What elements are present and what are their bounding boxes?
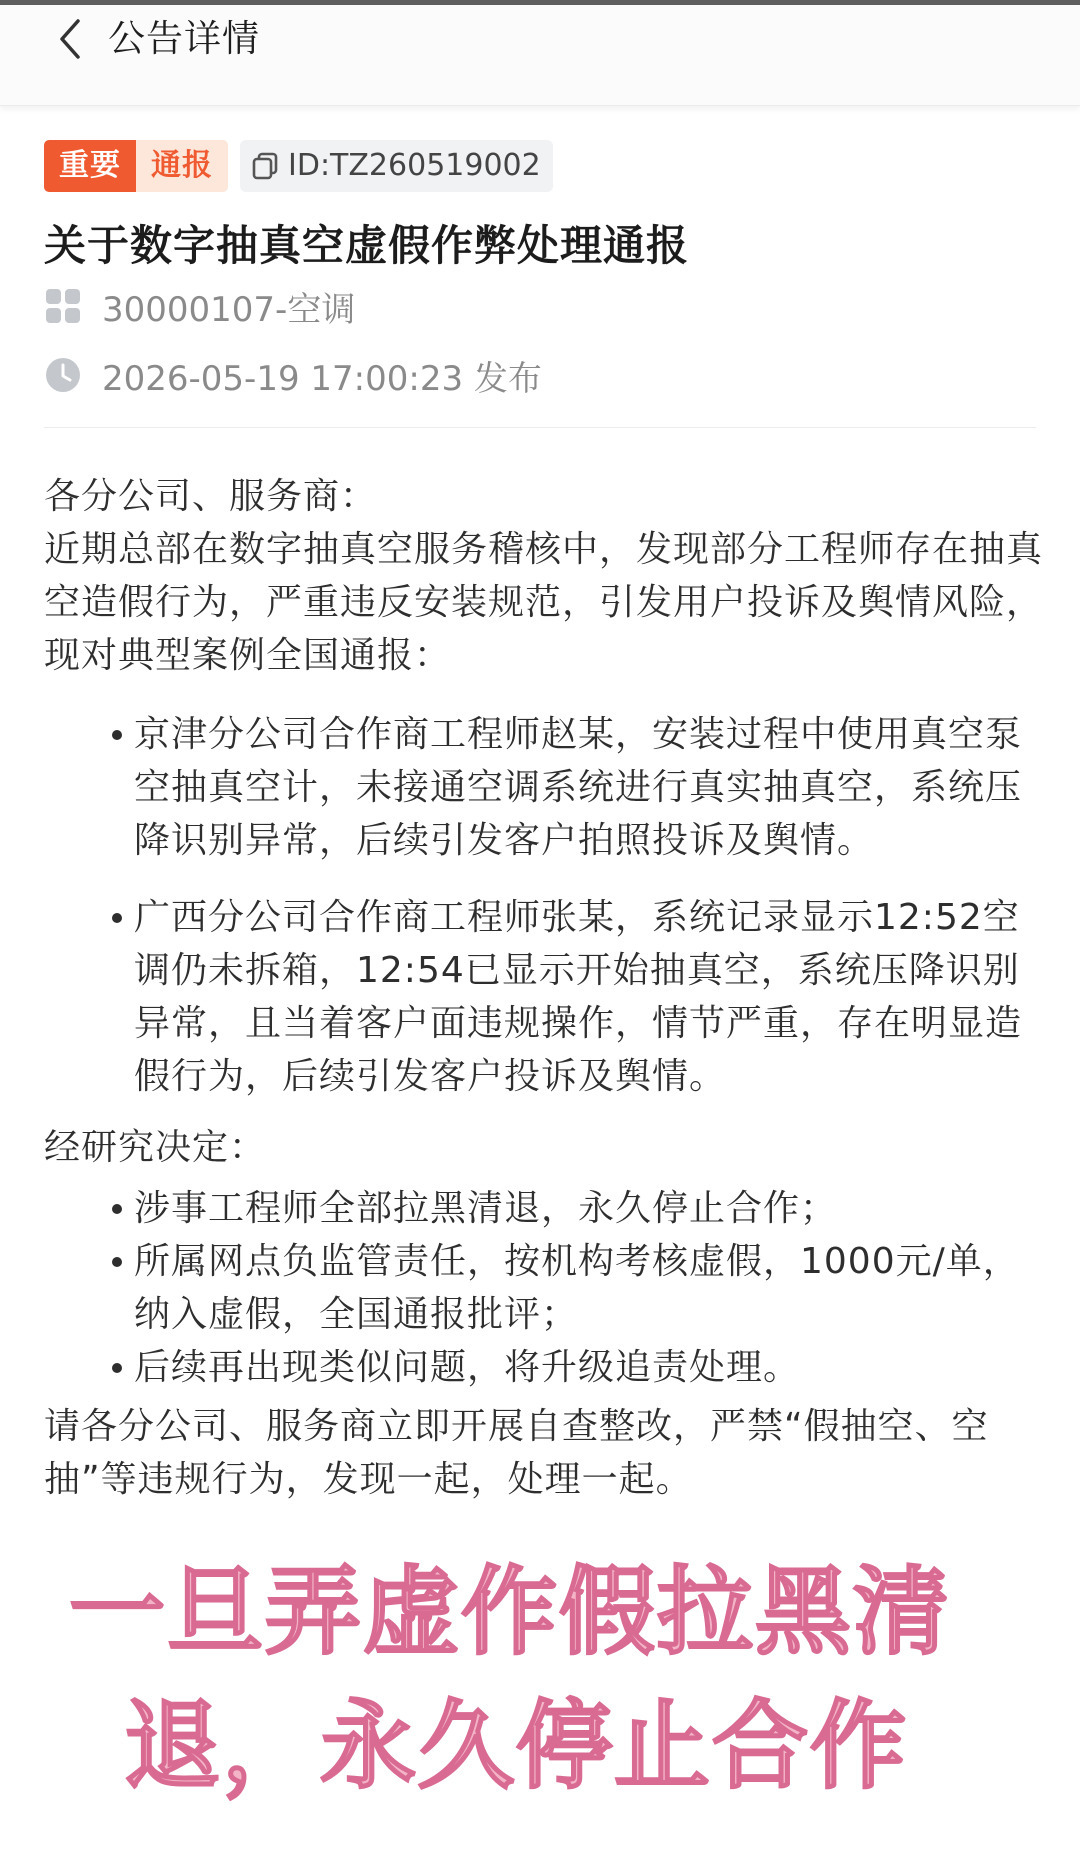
publish-time-row [44,353,542,397]
notice-body [44,470,1044,1506]
case-item: 京津分公司合作商工程师赵某，安装过程中使用真空泵空抽真空计，未接通空调系统进行真实抽真空，系统压降识别异常，后续引发客户拍照投诉及舆情。 [134,708,1044,867]
decision-item: 后续再出现类似问题，将升级追责处理。 [134,1341,1044,1394]
notice-title: 关于数字抽真空虚假作弊处理通报 [44,221,690,270]
overlay-caption-line-1: 一旦弄虚作假拉黑清 [69,1556,951,1668]
tag-row [44,140,553,192]
notice-id-text: ID:TZ260519002 [288,148,541,183]
case-item: 广西分公司合作商工程师张某，系统记录显示12:52空调仍未拆箱，12:54已显示开始抽真空，系统压降识别异常，且当着客户面违规操作，情节严重，存在明显造假行为，后续引发客户投诉及舆情。 [134,891,1044,1103]
category-row [44,284,355,328]
grid-icon [44,287,82,325]
category-text: 30000107-空调 [102,289,356,330]
important-badge: 重要 [44,140,136,192]
closing-paragraph: 请各分公司、服务商立即开展自查整改，严禁“假抽空、空抽”等违规行为，发现一起，处理一起。 [44,1406,989,1500]
decision-item: 所属网点负监管责任，按机构考核虚假，1000元/单，纳入虚假，全国通报批评； [134,1235,1044,1341]
overlay-caption-line-2: 退，永久停止合作 [124,1690,908,1802]
chevron-left-icon [50,13,90,65]
decision-item: 涉事工程师全部拉黑清退，永久停止合作； [134,1182,1044,1235]
publish-time-text: 2026-05-19 17:00:23 发布 [102,358,542,399]
notice-badge: 通报 [136,140,228,192]
decision-heading: 经研究决定： [44,1127,267,1168]
page-header-title: 公告详情 [108,17,260,60]
decision-list [44,1182,1044,1394]
copy-icon [250,151,280,181]
divider [44,427,1036,428]
intro-paragraph: 近期总部在数字抽真空服务稽核中，发现部分工程师存在抽真空造假行为，严重违反安装规范，引发用户投诉及舆情风险，现对典型案例全国通报： [44,529,1044,676]
case-list [44,708,1044,1103]
notice-id-chip[interactable] [240,140,553,192]
top-nav-bar [0,5,1080,106]
back-button[interactable] [50,13,90,65]
clock-icon [44,356,82,394]
greeting: 各分公司、服务商： [44,476,378,517]
